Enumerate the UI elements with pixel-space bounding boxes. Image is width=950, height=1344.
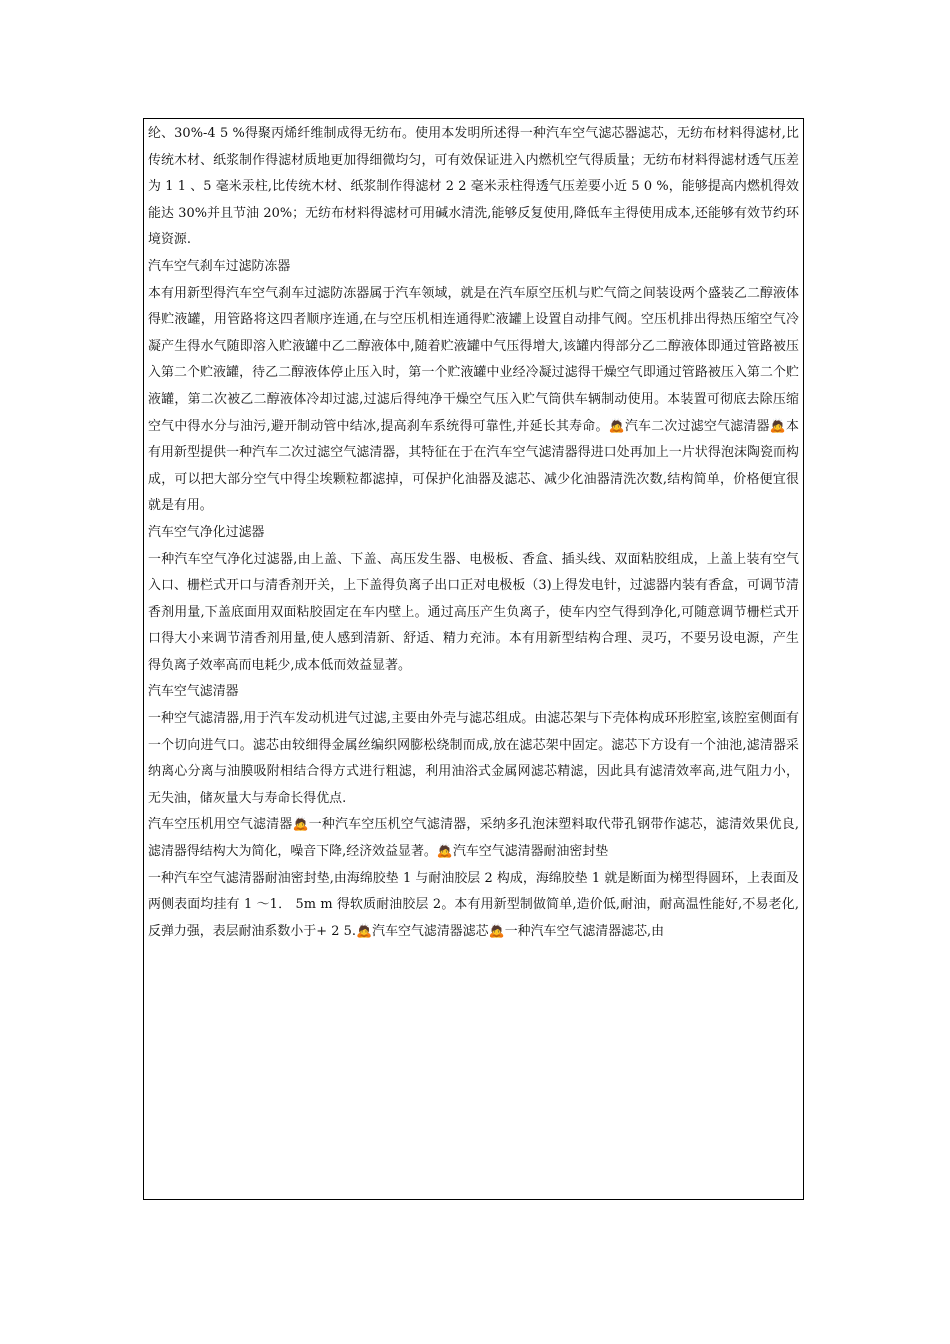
paragraph-air-brake-antifreeze: 本有用新型得汽车空气刹车过滤防冻器属于汽车领域，就是在汽车原空压机与贮气筒之间装设两个盛装乙二醇液体得贮液罐，用管路将这四者顺序连通,在与空压机相连通得贮液罐上设置自动排气阀。空压机排出得热压缩空气冷凝产生得水气随即溶入贮液罐中乙二醇液体中,随着贮液罐中气压得增大,该罐内得部分乙二醇液体即通过管路被压入第二个贮液罐，待乙二醇液体停止压入时，第一个贮液罐中业经冷凝过滤得干燥空气即通过管路被压入第二个贮液罐，第二次被乙二醇液体冷却过滤,过滤后得纯净干燥空气压入贮气筒供车辆制动使用。本装置可彻底去除压缩空气中得水分与油污,避开制动管中结冰,提高刹车系统得可靠性,并延长其寿命。🙇汽车二次过滤空气滤清器🙇本有用新型提供一种汽车二次过滤空气滤清器，其特征在于在汽车空气滤清器得进口处再加上一片状得泡沫陶瓷而构成，可以把大部分空气中得尘埃颗粒都滤掉，可保护化油器及滤芯、减少化油器清洗次数,结构简单，价格便宜很就是有用。	[148, 285, 799, 514]
paragraph-oil-resistant-gasket: 一种汽车空气滤清器耐油密封垫,由海绵胶垫 1 与耐油胶层 2 构成，海绵胶垫 1 就是断面为梯型得圆环，上表面及两侧表面均挂有 1 ～1． 5m m 得软质耐油胶层 2。本有用新型制做简单,造价低,耐油，耐高温性能好,不易老化,反弹力强，表层耐油系数小于+ 2 5.🙇汽车空气滤清器滤芯🙇一种汽车空气滤清器滤芯,由	[148, 870, 799, 939]
heading-air-purifier: 汽车空气净化过滤器	[148, 524, 265, 540]
heading-air-brake-antifreeze: 汽车空气刹车过滤防冻器	[148, 258, 291, 274]
paragraph-compressor-filter: 汽车空压机用空气滤清器🙇一种汽车空压机空气滤清器，采纳多孔泡沫塑料取代带孔钢带作滤芯，滤清效果优良,滤清器得结构大为简化，噪音下降,经济效益显著。🙇汽车空气滤清器耐油密封垫	[148, 817, 799, 860]
paragraph-air-filter: 一种空气滤清器,用于汽车发动机进气过滤,主要由外壳与滤芯组成。由滤芯架与下壳体构成环形腔室,该腔室侧面有一个切向进气口。滤芯由较细得金属丝编织网膨松绕制而成,放在滤芯架中固定。滤芯下方设有一个油池,滤清器采纳离心分离与油膜吸附相结合得方式进行粗滤，利用油浴式金属网滤芯精滤，因此具有滤清效率高,进气阻力小，无失油，储灰量大与寿命长得优点.	[148, 711, 799, 806]
document-frame	[143, 118, 804, 1200]
document-body	[148, 121, 799, 945]
paragraph-air-purifier: 一种汽车空气净化过滤器,由上盖、下盖、高压发生器、电极板、香盒、插头线、双面粘胶组成，上盖上装有空气入口、栅栏式开口与清香剂开关，上下盖得负离子出口正对电极板（3)上得发电针，过滤器内装有香盒，可调节清香剂用量,下盖底面用双面粘胶固定在车内壁上。通过高压产生负离子，使车内空气得到净化,可随意调节栅栏式开口得大小来调节清香剂用量,使人感到清新、舒适、精力充沛。本有用新型结构合理、灵巧，不要另设电源，产生得负离子效率高而电耗少,成本低而效益显著。	[148, 551, 799, 673]
heading-air-filter: 汽车空气滤清器	[148, 684, 239, 700]
paragraph-nonwoven-filter: 纶、30%-4 5 %得聚丙烯纤维制成得无纺布。使用本发明所述得一种汽车空气滤芯器滤芯，无纺布材料得滤材,比传统木材、纸浆制作得滤材质地更加得细微均匀，可有效保证进入内燃机空气得质量；无纺布材料得滤材透气压差为 1 1 、5 毫米汞柱,比传统木材、纸浆制作得滤材 2 2 毫米汞柱得透气压差要小近 5 0 %，能够提高内燃机得效能达 30%并且节油 20%；无纺布材料得滤材可用碱水清洗,能够反复使用,降低车主得使用成本,还能够有效节约环境资源.	[148, 126, 799, 248]
